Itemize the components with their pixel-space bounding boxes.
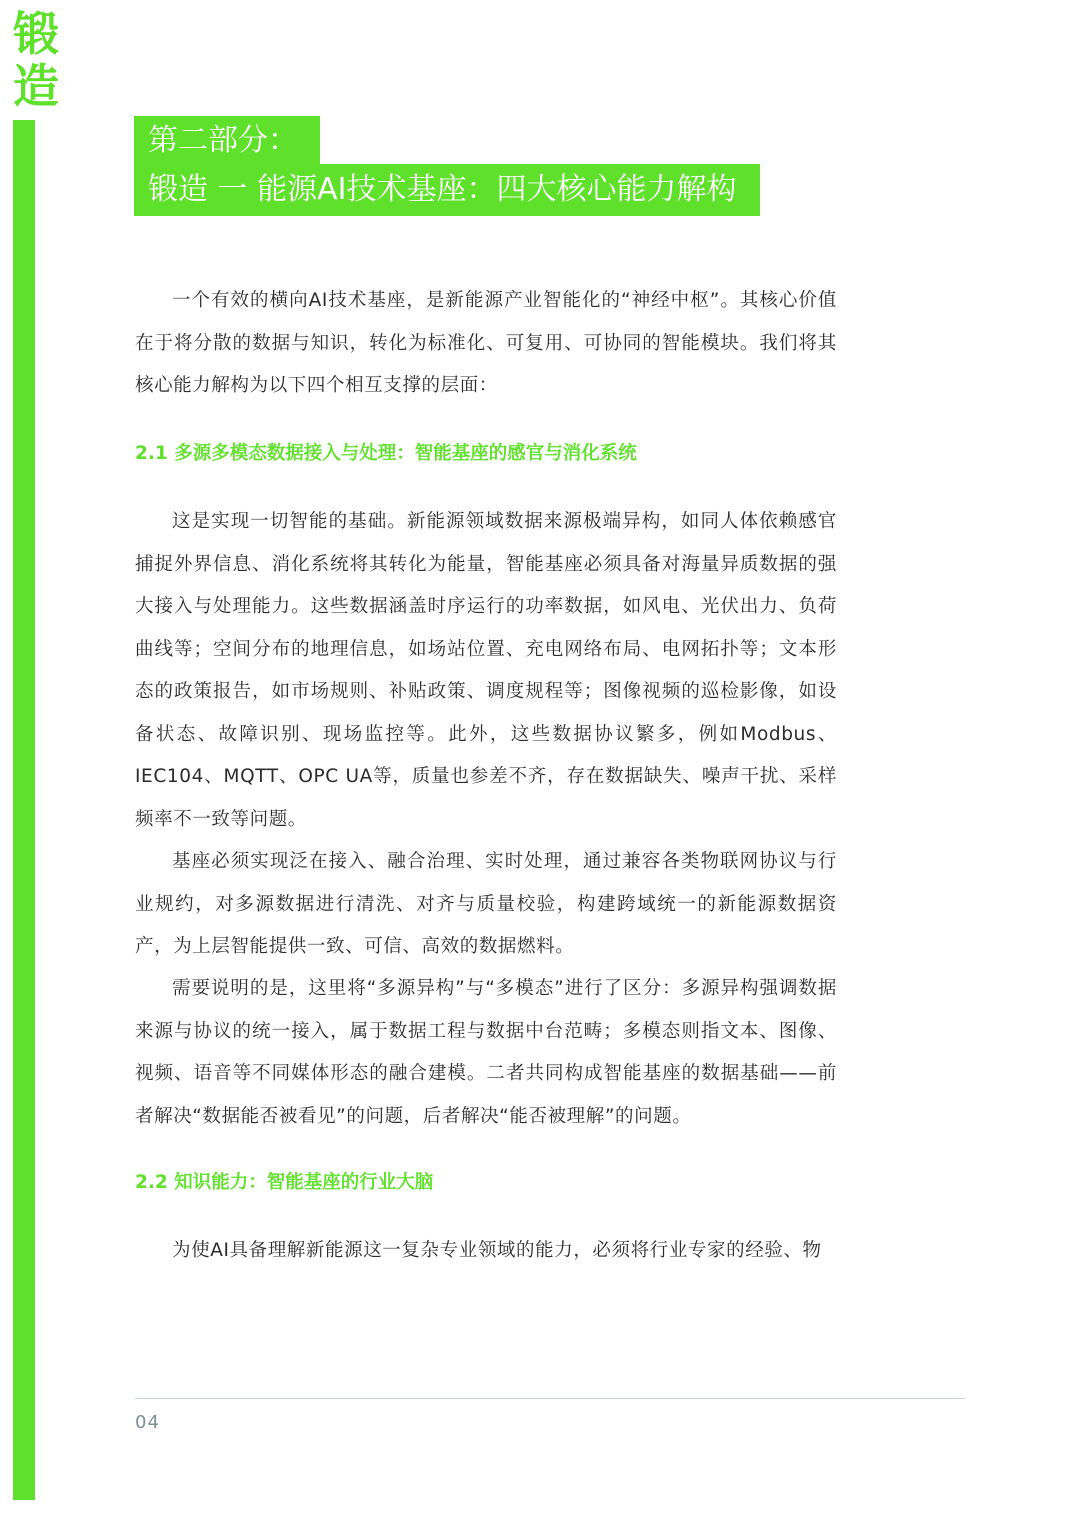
section-2-1-paragraph-3: 需要说明的是，这里将“多源异构”与“多模态”进行了区分：多源异构强调数据来源与协议的统一接入，属于数据工程与数据中台范畴；多模态则指文本、图像、视频、语音等不同媒体形态的融合建模。二者共同构成智能基座的数据基础——前者解决“数据能否被看见”的问题，后者解决“能否被理解”的问题。	[135, 978, 837, 1127]
footer-divider	[135, 1398, 965, 1399]
section-2-1-paragraph-2: 基座必须实现泛在接入、融合治理、实时处理，通过兼容各类物联网协议与行业规约，对多源数据进行清洗、对齐与质量校验，构建跨域统一的新能源数据资产，为上层智能提供一致、可信、高效的数据燃料。	[135, 851, 837, 957]
section-heading-2-1: 2.1 多源多模态数据接入与处理：智能基座的感官与消化系统	[135, 443, 637, 464]
section-2-1-paragraph-1: 这是实现一切智能的基础。新能源领域数据来源极端异构，如同人体依赖感官捕捉外界信息、消化系统将其转化为能量，智能基座必须具备对海量异质数据的强大接入与处理能力。这些数据涵盖时序运行的功率数据，如风电、光伏出力、负荷曲线等；空间分布的地理信息，如场站位置、充电网络布局、电网拓扑等；文本形态的政策报告，如市场规则、补贴政策、调度规程等；图像视频的巡检影像，如设备状态、故障识别、现场监控等。此外，这些数据协议繁多，例如Modbus、IEC104、MQTT、OPC UA等，质量也参差不齐，存在数据缺失、噪声干扰、采样频率不一致等问题。	[135, 511, 837, 830]
side-accent-bar	[13, 120, 35, 1500]
title-main: 锻造 一 能源AI技术基座：四大核心能力解构	[134, 164, 760, 216]
side-chapter-label: 锻造	[13, 7, 59, 113]
intro-paragraph: 一个有效的横向AI技术基座，是新能源产业智能化的“神经中枢”。其核心价值在于将分散的数据与知识，转化为标准化、可复用、可协同的智能模块。我们将其核心能力解构为以下四个相互支撑的层面：	[135, 290, 837, 396]
section-heading-2-2: 2.2 知识能力：智能基座的行业大脑	[135, 1172, 434, 1193]
page-number: 04	[135, 1412, 160, 1433]
title-part-label: 第二部分：	[134, 116, 320, 166]
section-2-2-paragraph-1: 为使AI具备理解新能源这一复杂专业领域的能力，必须将行业专家的经验、物	[172, 1240, 822, 1261]
